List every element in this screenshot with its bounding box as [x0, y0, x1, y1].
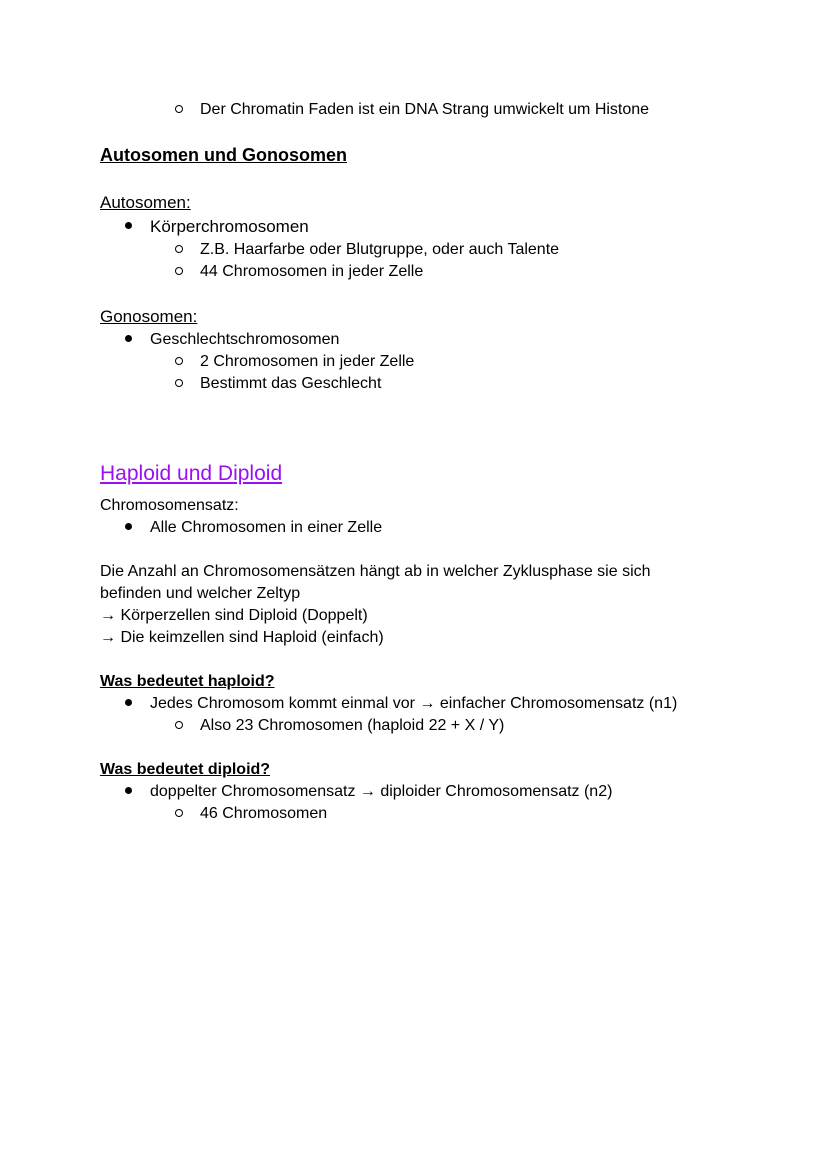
section-title-autosomen-gonosomen: Autosomen und Gonosomen — [100, 145, 347, 165]
filled-bullet-icon — [125, 694, 132, 714]
gonosomen-sub-item: 2 Chromosomen in jeder Zelle — [200, 353, 415, 370]
hollow-bullet-icon — [175, 374, 183, 394]
haploid-question-title: Was bedeutet haploid? — [100, 673, 275, 690]
chromosomensatz-bullet: Alle Chromosomen in einer Zelle — [150, 519, 383, 536]
gonosomen-label: Gonosomen: — [100, 307, 198, 326]
autosomen-label: Autosomen: — [100, 193, 191, 212]
section-title-haploid-diploid[interactable]: Haploid und Diploid — [100, 462, 283, 485]
arrow-line-keimzellen: → Die keimzellen sind Haploid (einfach) — [100, 629, 384, 646]
paragraph-line: befinden und welcher Zeltyp — [100, 585, 301, 602]
filled-bullet-icon — [125, 782, 132, 802]
hollow-bullet-icon — [175, 240, 183, 260]
gonosomen-bullet: Geschlechtschromosomen — [150, 331, 340, 348]
chromatin-item: Der Chromatin Faden ist ein DNA Strang umwickelt um Histone — [200, 101, 650, 118]
filled-bullet-icon — [125, 217, 132, 237]
autosomen-sub-item: 44 Chromosomen in jeder Zelle — [200, 263, 424, 280]
hollow-bullet-icon — [175, 100, 183, 120]
filled-bullet-icon — [125, 330, 132, 350]
autosomen-bullet: Körperchromosomen — [150, 217, 309, 236]
haploid-sub-item: Also 23 Chromosomen (haploid 22 + X / Y) — [200, 717, 505, 734]
hollow-bullet-icon — [175, 352, 183, 372]
hollow-bullet-icon — [175, 262, 183, 282]
diploid-sub-item: 46 Chromosomen — [200, 805, 328, 822]
hollow-bullet-icon — [175, 804, 183, 824]
diploid-bullet: doppelter Chromosomensatz → diploider Chromosomensatz (n2) — [150, 783, 613, 800]
filled-bullet-icon — [125, 518, 132, 538]
paragraph-line: Die Anzahl an Chromosomensätzen hängt ab in welcher Zyklusphase sie sich — [100, 563, 651, 580]
haploid-bullet: Jedes Chromosom kommt einmal vor → einfacher Chromosomensatz (n1) — [150, 695, 678, 712]
autosomen-sub-item: Z.B. Haarfarbe oder Blutgruppe, oder auch Talente — [200, 241, 560, 258]
diploid-question-title: Was bedeutet diploid? — [100, 761, 271, 778]
chromosomensatz-label: Chromosomensatz: — [100, 497, 239, 514]
hollow-bullet-icon — [175, 716, 183, 736]
arrow-line-koerperzellen: → Körperzellen sind Diploid (Doppelt) — [100, 607, 368, 624]
gonosomen-sub-item: Bestimmt das Geschlecht — [200, 375, 382, 392]
